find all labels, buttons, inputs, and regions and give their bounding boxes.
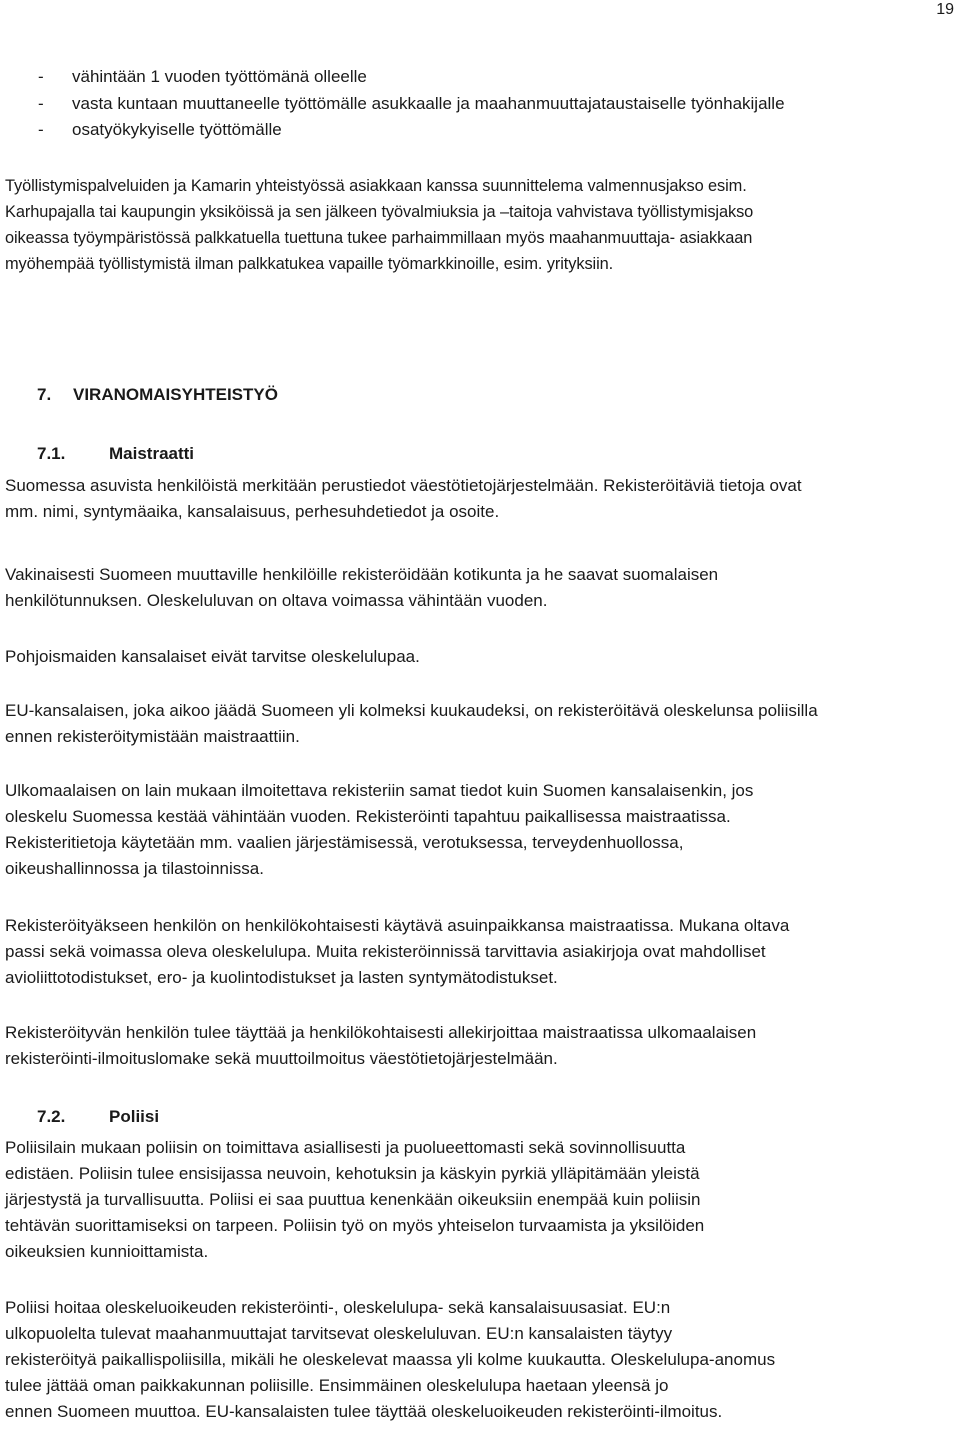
text-line: Rekisteritietoja käytetään mm. vaalien järjestämisessä, verotuksessa, terveydenhuollossa, — [5, 833, 684, 852]
text-line: Ulkomaalaisen on lain mukaan ilmoitettava rekisteriin samat tiedot kuin Suomen kansalaisenkin, jos — [5, 781, 754, 800]
section-heading-7-2 — [37, 1105, 159, 1129]
page-number: 19 — [936, 1, 954, 18]
paragraph — [5, 1135, 955, 1265]
intro-paragraph — [5, 173, 955, 277]
paragraph — [5, 562, 955, 614]
text-line: järjestystä ja turvallisuutta. Poliisi ei saa puuttua kenenkään oikeuksiin enempää kuin poliisin — [5, 1190, 701, 1209]
text-line: ennen Suomeen muuttoa. EU-kansalaisten tulee täyttää oleskeluoikeuden rekisteröinti-ilmoitus. — [5, 1402, 723, 1421]
text-line: EU-kansalaisen, joka aikoo jäädä Suomeen yli kolmeksi kuukaudeksi, on rekisteröitävä oleskelunsa poliisilla — [5, 701, 818, 720]
list-item: - vasta kuntaan muuttaneelle työttömälle asukkaalle ja maahanmuuttajataustaiselle työnhakijalle — [5, 91, 785, 118]
text-line: Poliisilain mukaan poliisin on toimittava asiallisesti ja puolueettomasti sekä sovinnollisuutta — [5, 1138, 686, 1157]
text-line: Pohjoismaiden kansalaiset eivät tarvitse oleskelulupaa. — [5, 647, 420, 666]
section-heading-7-1 — [37, 442, 194, 466]
text-line: edistäen. Poliisin tulee ensisijassa neuvoin, kehotuksin ja käskyin pyrkiä ylläpitämään yleistä — [5, 1164, 700, 1183]
section-title: Poliisi — [109, 1107, 160, 1126]
text-line: ulkopuolelta tulevat maahanmuuttajat tarvitsevat oleskeluluvan. EU:n kansalaisten täytyy — [5, 1324, 673, 1343]
paragraph — [5, 913, 955, 991]
text-line: Rekisteröityvän henkilön tulee täyttää ja henkilökohtaisesti allekirjoittaa maistraatissa ulkomaalaisen — [5, 1023, 757, 1042]
paragraph — [5, 1295, 955, 1425]
text-line: oleskelu Suomessa kestää vähintään vuoden. Rekisteröinti tapahtuu paikallisessa maistraatissa. — [5, 807, 731, 826]
text-line: passi sekä voimassa oleva oleskelulupa. Muita rekisteröinnissä tarvittavia asiakirjoja ovat mahdolliset — [5, 942, 766, 961]
text-line: Rekisteröityäkseen henkilön on henkilökohtaisesti käytävä asuinpaikkansa maistraatissa. Mukana oltava — [5, 916, 790, 935]
list-item: - vähintään 1 vuoden työttömänä olleelle — [5, 64, 785, 91]
text-line: Vakinaisesti Suomeen muuttaville henkilöille rekisteröidään kotikunta ja he saavat suomalaisen — [5, 565, 719, 584]
text-line: rekisteröinti-ilmoituslomake sekä muuttoilmoitus väestötietojärjestelmään. — [5, 1049, 558, 1068]
text-line: tehtävän suorittamiseksi on tarpeen. Poliisin työ on myös yhteiselon turvaamista ja yksilöiden — [5, 1216, 705, 1235]
section-title: VIRANOMAISYHTEISTYÖ — [73, 385, 278, 404]
section-heading-7 — [37, 383, 278, 407]
text-line: rekisteröityä paikallispoliisilla, mikäli he oleskelevat maassa yli kolme kuukautta. Oleskelulupa-anomus — [5, 1350, 776, 1369]
section-number: 7.1. — [37, 444, 66, 463]
text-line: oikeassa työympäristössä palkkatuella tuettuna tukee parhaimmillaan myös maahanmuuttaja- asiakkaan — [5, 229, 753, 247]
text-line: avioliittotodistukset, ero- ja kuolintodistukset ja lasten syntymätodistukset. — [5, 968, 558, 987]
text-line: Suomessa asuvista henkilöistä merkitään perustiedot väestötietojärjestelmään. Rekisteröitäviä tietoja ovat — [5, 476, 802, 495]
section-title: Maistraatti — [109, 444, 195, 463]
text-line: myöhempää työllistymistä ilman palkkatukea vapaille työmarkkinoille, esim. yrityksiin. — [5, 255, 614, 273]
paragraph — [5, 644, 955, 670]
text-line: mm. nimi, syntymäaika, kansalaisuus, perhesuhdetiedot ja osoite. — [5, 502, 500, 521]
paragraph — [5, 698, 955, 750]
bullet-list — [5, 64, 785, 144]
section-number: 7.2. — [37, 1107, 66, 1126]
text-line: oikeuksien kunnioittamista. — [5, 1242, 209, 1261]
text-line: ennen rekisteröitymistään maistraattiin. — [5, 727, 300, 746]
text-line: Poliisi hoitaa oleskeluoikeuden rekisteröinti-, oleskelulupa- sekä kansalaisuusasiat. EU:n — [5, 1298, 671, 1317]
list-item: - osatyökykyiselle työttömälle — [5, 117, 785, 144]
paragraph — [5, 473, 955, 525]
paragraph — [5, 1020, 955, 1072]
paragraph — [5, 778, 955, 882]
text-line: henkilötunnuksen. Oleskeluluvan on oltava voimassa vähintään vuoden. — [5, 591, 548, 610]
text-line: Karhupajalla tai kaupungin yksiköissä ja sen jälkeen työvalmiuksia ja –taitoja vahvistava työllistymisjakso — [5, 203, 754, 221]
text-line: oikeushallinnossa ja tilastoinnissa. — [5, 859, 264, 878]
text-line: Työllistymispalveluiden ja Kamarin yhteistyössä asiakkaan kanssa suunnittelema valmennusjakso esim. — [5, 177, 747, 195]
section-number: 7. — [37, 385, 52, 404]
text-line: tulee jättää oman paikkakunnan poliisille. Ensimmäinen oleskelulupa haetaan yleensä jo — [5, 1376, 669, 1395]
